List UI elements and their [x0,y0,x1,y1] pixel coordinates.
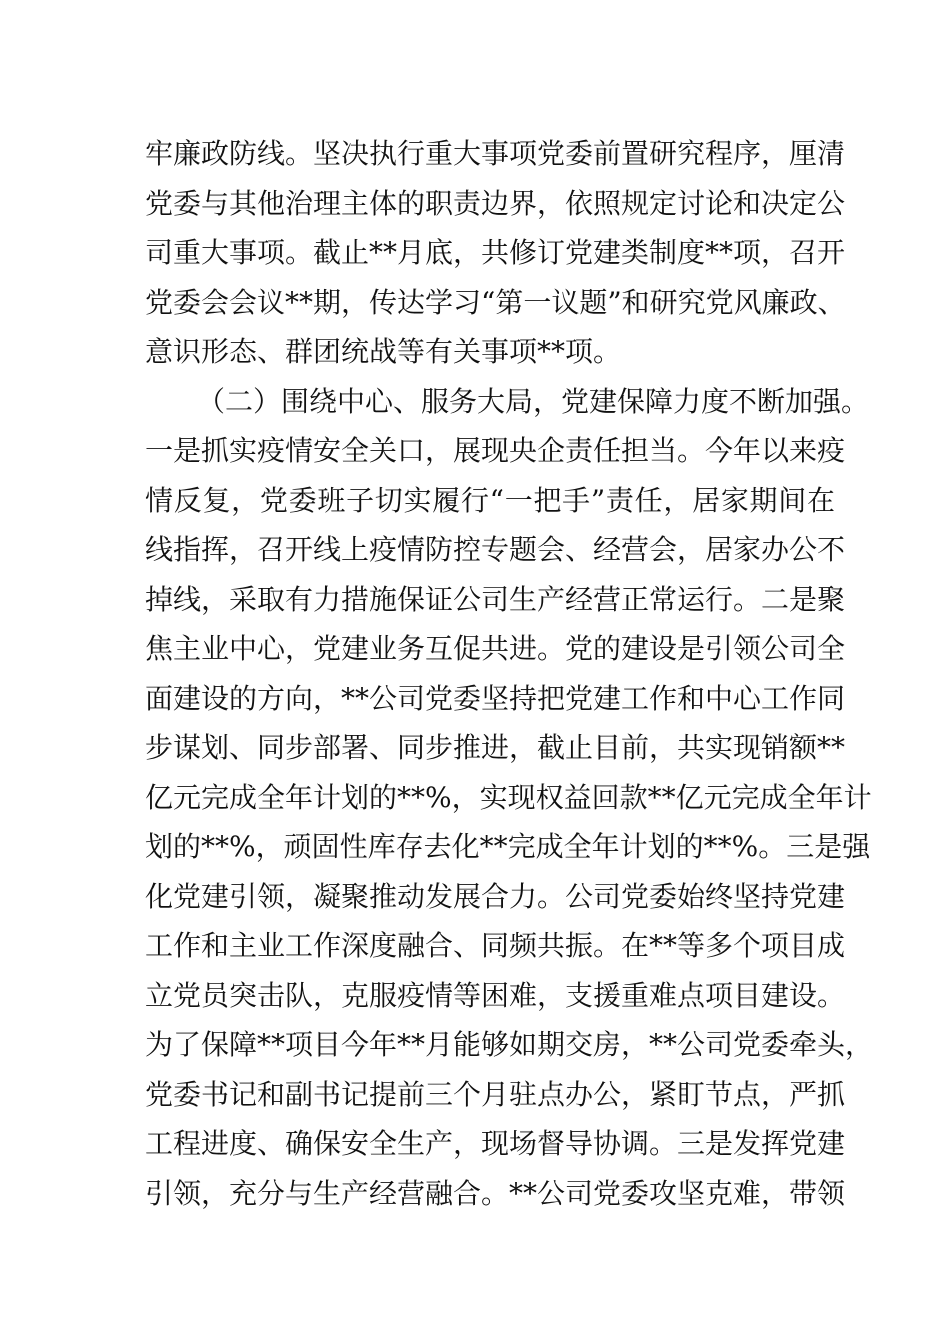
text-line: 焦主业中心，党建业务互促共进。党的建设是引领公司全 [145,632,846,665]
text-line: 工作和主业工作深度融合、同频共振。在**等多个项目成 [145,929,846,962]
text-line: 司重大事项。截止**月底，共修订党建类制度**项，召开 [145,236,846,269]
text-line: 化党建引领，凝聚推动发展合力。公司党委始终坚持党建 [145,879,846,913]
text-line: 情反复，党委班子切实履行“一把手”责任，居家期间在 [145,483,835,517]
section-heading-line: （二）围绕中心、服务大局，党建保障力度不断加强。 [197,384,870,418]
text-line: 牢廉政防线。坚决执行重大事项党委前置研究程序，厘清 [145,137,846,170]
text-line: 划的**%，顽固性库存去化**完成全年计划的**%。三是强 [145,830,871,863]
text-line: 意识形态、群团统战等有关事项**项。 [145,335,622,368]
text-line: 线指挥，召开线上疫情防控专题会、经营会，居家办公不 [145,533,846,566]
text-line: 面建设的方向，**公司党委坚持把党建工作和中心工作同 [145,681,846,715]
text-line: 工程进度、确保安全生产，现场督导协调。三是发挥党建 [145,1127,846,1160]
text-line: 党委会会议**期，传达学习“第一议题”和研究党风廉政、 [145,285,846,319]
text-line: 党委与其他治理主体的职责边界，依照规定讨论和决定公 [145,186,846,220]
text-line: 引领，充分与生产经营融合。**公司党委攻坚克难，带领 [145,1176,846,1210]
body-text [145,129,874,1218]
text-line: 党委书记和副书记提前三个月驻点办公，紧盯节点，严抓 [145,1077,846,1111]
text-line: 掉线，采取有力措施保证公司生产经营正常运行。二是聚 [145,582,846,616]
text-line: 一是抓实疫情安全关口，展现央企责任担当。今年以来疫 [145,434,846,467]
text-line: 亿元完成全年计划的**%，实现权益回款**亿元完成全年计 [145,780,872,814]
text-line: 立党员突击队，克服疫情等困难，支援重难点项目建设。 [145,978,846,1012]
text-line: 为了保障**项目今年**月能够如期交房，**公司党委牵头， [145,1028,874,1061]
text-line: 步谋划、同步部署、同步推进，截止目前，共实现销额** [145,731,846,764]
